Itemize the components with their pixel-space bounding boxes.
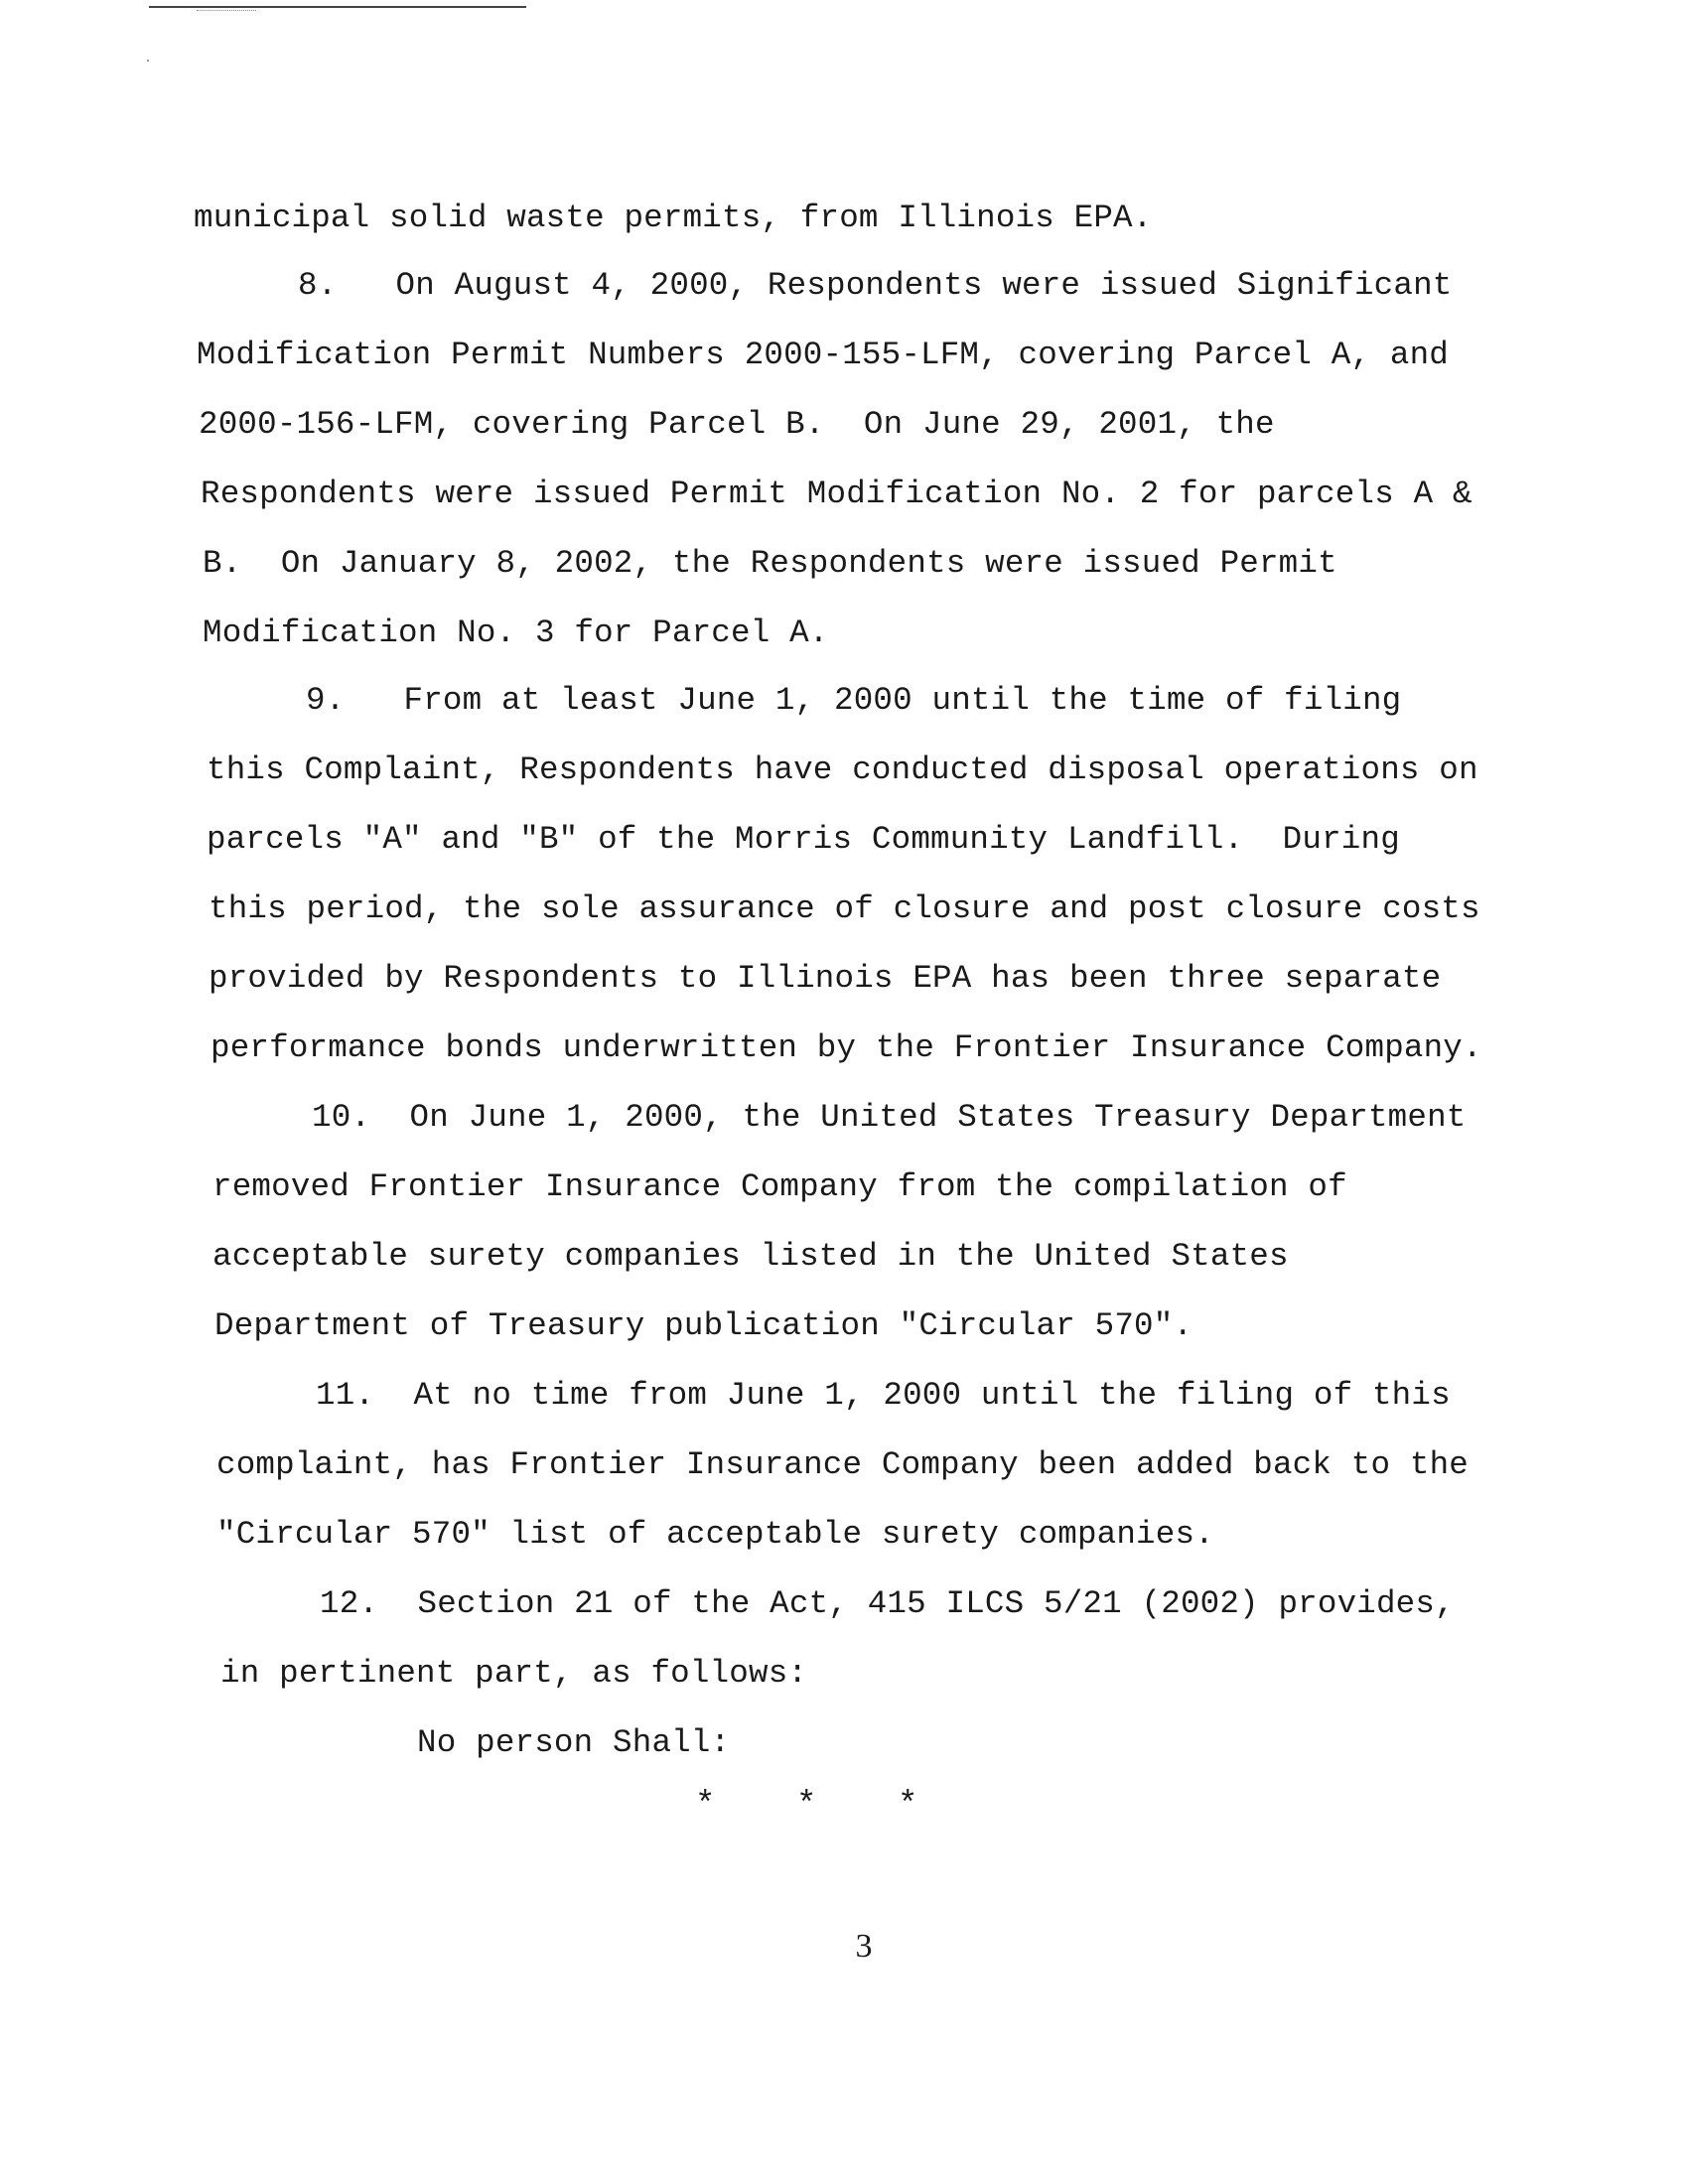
paragraph-11-start: 11. At no time from June 1, 2000 until the filing of this: [316, 1377, 1451, 1414]
text-line: this Complaint, Respondents have conducted disposal operations on: [207, 751, 1478, 788]
text-line: "Circular 570" list of acceptable surety companies.: [216, 1516, 1214, 1553]
text-line: Modification Permit Numbers 2000-155-LFM, covering Parcel A, and: [197, 337, 1450, 373]
text-line: Respondents were issued Permit Modification No. 2 for parcels A &: [201, 476, 1473, 512]
text-line: B. On January 8, 2002, the Respondents were issued Permit: [203, 545, 1337, 582]
text-line: performance bonds underwritten by the Frontier Insurance Company.: [210, 1029, 1482, 1066]
top-rule-fragment: [197, 10, 256, 11]
paragraph-9-start: 9. From at least June 1, 2000 until the time of filing: [306, 682, 1402, 719]
section-separator: * * *: [695, 1787, 918, 1825]
text-line: Department of Treasury publication "Circular 570".: [214, 1307, 1193, 1344]
scan-speck: [147, 60, 149, 62]
text-line: municipal solid waste permits, from Illinois EPA.: [194, 200, 1153, 236]
text-line: 2000-156-LFM, covering Parcel B. On June 29, 2001, the: [199, 406, 1275, 443]
top-rule: [149, 6, 526, 8]
text-line: removed Frontier Insurance Company from the compilation of: [212, 1168, 1347, 1205]
text-line: in pertinent part, as follows:: [220, 1655, 808, 1692]
block-quote: No person Shall:: [417, 1724, 731, 1761]
paragraph-12-start: 12. Section 21 of the Act, 415 ILCS 5/21 (2002) provides,: [320, 1585, 1455, 1622]
text-line: provided by Respondents to Illinois EPA has been three separate: [209, 960, 1442, 997]
paragraph-10-start: 10. On June 1, 2000, the United States Treasury Department: [312, 1099, 1467, 1136]
text-line: complaint, has Frontier Insurance Company been added back to the: [216, 1446, 1470, 1483]
text-line: Modification No. 3 for Parcel A.: [203, 614, 829, 651]
text-line: this period, the sole assurance of closure and post closure costs: [209, 890, 1480, 927]
paragraph-8-start: 8. On August 4, 2000, Respondents were issued Significant: [298, 267, 1453, 304]
page-number: 3: [855, 1928, 873, 1965]
text-line: acceptable surety companies listed in the United States: [212, 1238, 1289, 1275]
text-line: parcels "A" and "B" of the Morris Community Landfill. During: [207, 821, 1400, 858]
